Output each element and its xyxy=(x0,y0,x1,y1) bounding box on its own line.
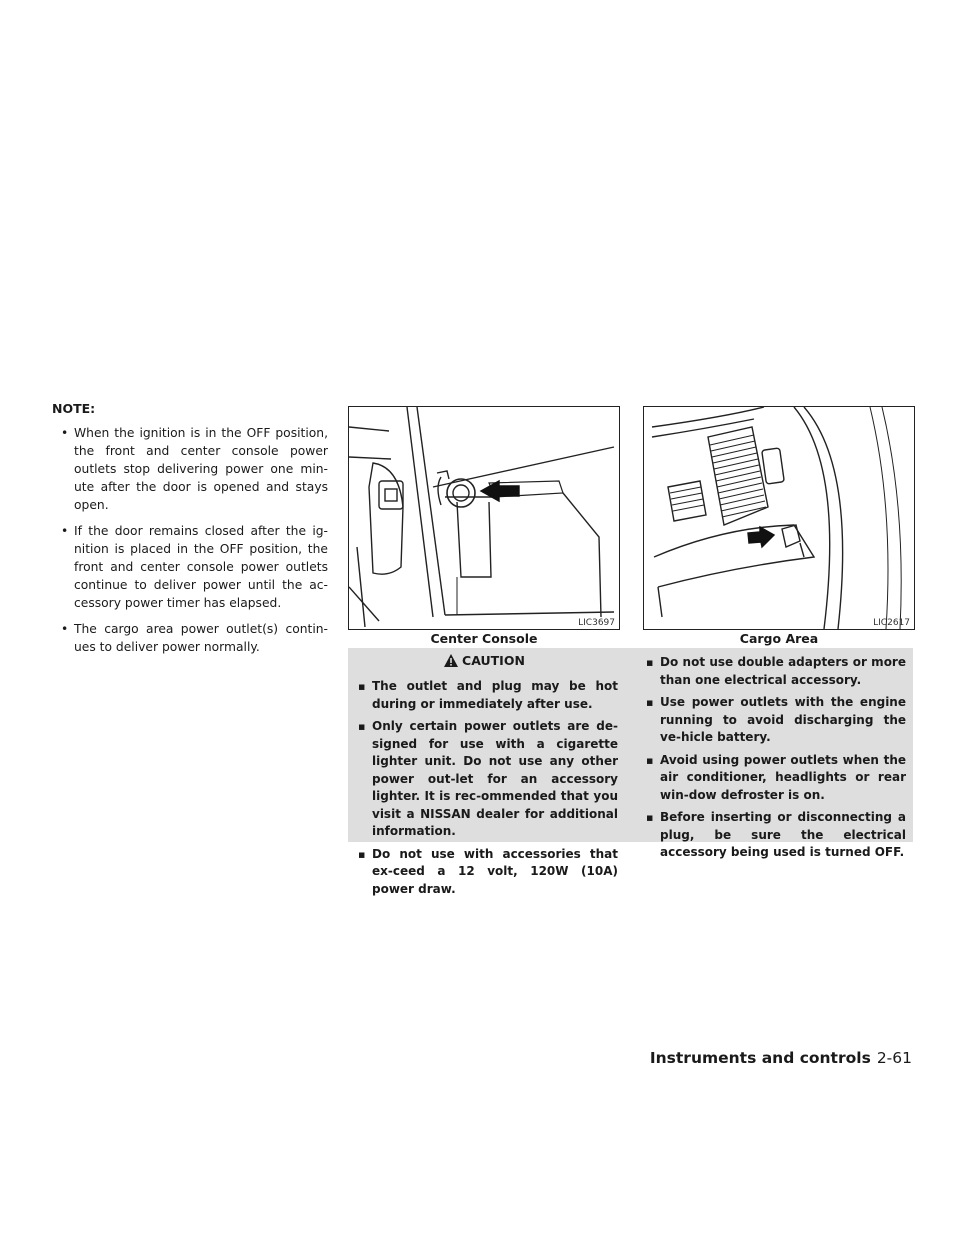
figure-id: LIC3697 xyxy=(578,618,615,628)
caution-title: CAUTION xyxy=(462,653,525,668)
caution-item: ▪ Do not use with accessories that ex-ceed a 12 volt, 120W (10A) power draw. xyxy=(356,846,618,899)
page-footer xyxy=(650,1049,912,1067)
caution-box xyxy=(348,648,913,896)
caution-item: ▪ Avoid using power outlets when the air conditioner, headlights or rear win-dow defroster is on. xyxy=(644,752,906,805)
note-list xyxy=(52,424,328,656)
figure-id: LIC2617 xyxy=(873,618,910,628)
figure-caption: Cargo Area xyxy=(739,631,819,646)
caution-list-right xyxy=(644,654,906,867)
section-title: Instruments and controls xyxy=(649,1049,871,1067)
caution-item: ▪ Use power outlets with the engine running to avoid discharging the ve-hicle battery. xyxy=(644,694,906,747)
warning-icon xyxy=(443,651,459,677)
caution-item: ▪ Only certain power outlets are de-signed for use with a cigarette lighter unit. Do not use any other power out-let for an accessory lighter. It is rec-ommended that you visit a NISSAN dealer for additional information. xyxy=(356,718,618,841)
cargo-area-illustration xyxy=(643,406,915,630)
caution-heading xyxy=(348,648,620,670)
note-item: • The cargo area power outlet(s) contin-ues to deliver power normally. xyxy=(52,620,328,656)
caution-list-left xyxy=(356,678,618,903)
caution-item: ▪ The outlet and plug may be hot during or immediately after use. xyxy=(356,678,618,713)
figure-caption: Center Console xyxy=(430,631,538,646)
note-item: • If the door remains closed after the ig-nition is placed in the OFF position, the front and center console power outlets continue to deliver power until the ac-cessory power timer has elapsed. xyxy=(52,522,328,612)
note-section xyxy=(52,400,328,664)
caution-item: ▪ Do not use double adapters or more than one electrical accessory. xyxy=(644,654,906,689)
page-number: 2-61 xyxy=(876,1049,912,1067)
note-item: • When the ignition is in the OFF position, the front and center console power outlets stop delivering power one min-ute after the door is opened and stays open. xyxy=(52,424,328,514)
note-heading: NOTE: xyxy=(52,401,96,416)
caution-item: ▪ Before inserting or disconnecting a plug, be sure the electrical accessory being used is turned OFF. xyxy=(644,809,906,862)
center-console-illustration xyxy=(348,406,620,630)
